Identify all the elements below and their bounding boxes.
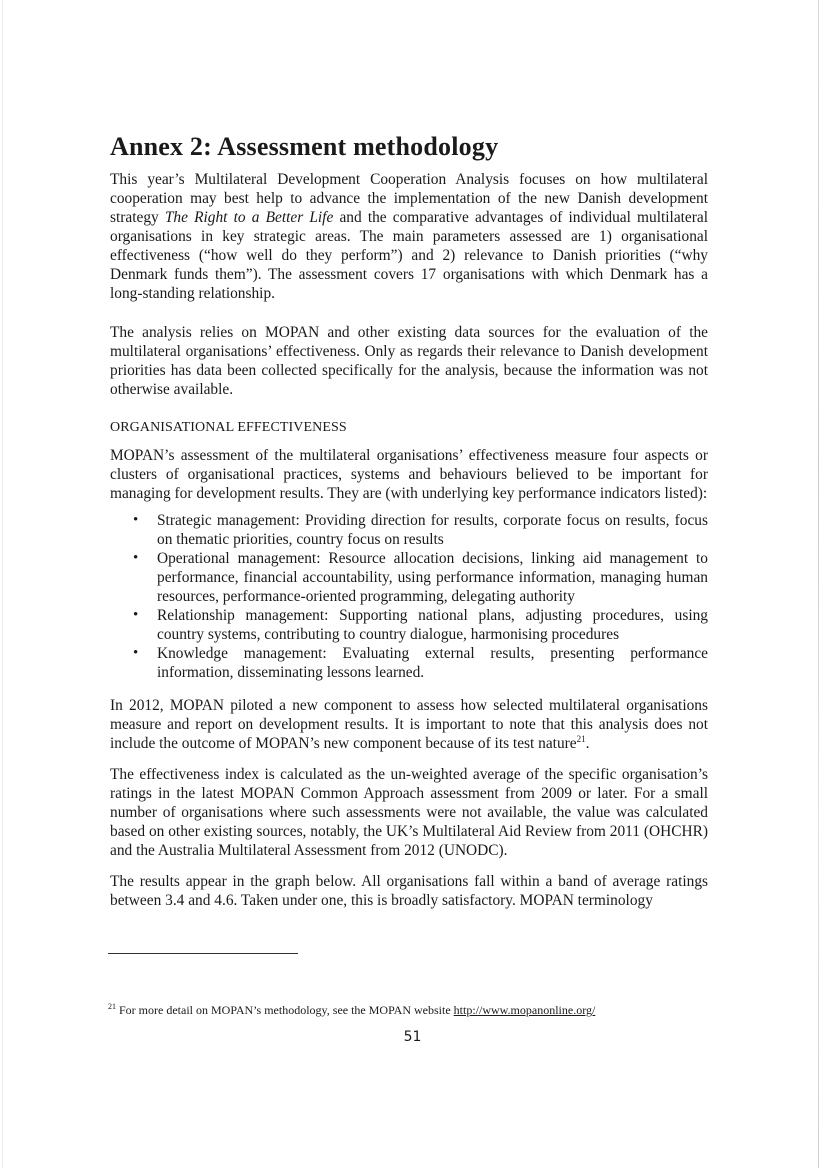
strategy-title: The Right to a Better Life	[164, 209, 334, 226]
bullet-icon: •	[133, 607, 139, 623]
footnote-number: 21	[108, 1002, 116, 1011]
list-item	[133, 511, 708, 549]
mopan-assessment-paragraph: MOPAN’s assessment of the multilateral organisations’ effectiveness measure four aspects or clusters of organisational practices, systems and behaviours believed to be important for managing for development results. They are (with underlying key performance indicators listed):	[110, 447, 708, 502]
list-item	[133, 644, 708, 682]
footnote-reference[interactable]: 21	[576, 733, 586, 744]
page-title: Annex 2: Assessment methodology	[110, 132, 499, 161]
pilot-paragraph	[110, 696, 708, 753]
intro-text-end: and the comparative advantages of individual multilateral organisations in key strategic areas. The main parameters assessed are 1) organisational effectiveness (“how well do they perform”) and 2) relevance to Danish priorities (“why Denmark funds them”). The assessment covers 17 organisations with which Denmark has a long-standing relationship.	[110, 209, 708, 302]
list-item	[133, 549, 708, 606]
list-item-text: Knowledge management: Evaluating external results, presenting performance information, disseminating lessons learned.	[157, 645, 708, 681]
footnote-divider	[108, 953, 298, 954]
intro-text-start: This year’s Multilateral Development Cooperation Analysis focuses on how multilateral cooperation may best help to advance the implementation of the new Danish development strategy	[110, 171, 708, 226]
mopan-website-link[interactable]: http://www.mopanonline.org/	[453, 1003, 596, 1017]
results-paragraph: The results appear in the graph below. All organisations fall within a band of average ratings between 3.4 and 4.6. Taken under one, this is broadly satisfactory. MOPAN terminology	[110, 873, 708, 909]
footnote	[108, 1000, 708, 1017]
footnote-text: For more detail on MOPAN’s methodology, see the MOPAN website	[116, 1003, 454, 1017]
list-item-text: Relationship management: Supporting national plans, adjusting procedures, using country systems, contributing to country dialogue, harmonising procedures	[157, 607, 708, 643]
scan-edge-right	[818, 0, 819, 1168]
analysis-paragraph: The analysis relies on MOPAN and other existing data sources for the evaluation of the multilateral organisations’ effectiveness. Only as regards their relevance to Danish development priorities has data been collected specifically for the analysis, because the information was not otherwise available.	[110, 324, 708, 398]
scan-edge-left	[2, 0, 3, 1168]
page-number: 51	[403, 1029, 422, 1045]
main-content	[110, 130, 708, 910]
list-item-text: Operational management: Resource allocation decisions, linking aid management to performance, financial accountability, using performance information, managing human resources, performance-oriented programming, delegating authority	[157, 550, 708, 605]
bullet-icon: •	[133, 645, 139, 661]
list-item-text: Strategic management: Providing direction for results, corporate focus on results, focus on thematic priorities, country focus on results	[157, 512, 708, 548]
kpi-list	[110, 511, 708, 682]
section-heading: ORGANISATIONAL EFFECTIVENESS	[110, 420, 347, 435]
bullet-icon: •	[133, 550, 139, 566]
pilot-text: In 2012, MOPAN piloted a new component to assess how selected multilateral organisations measure and report on development results. It is important to note that this analysis does not include the outcome of MOPAN’s new component because of its test nature	[110, 697, 708, 752]
pilot-text-end: .	[585, 735, 590, 752]
index-paragraph: The effectiveness index is calculated as the un-weighted average of the specific organisation’s ratings in the latest MOPAN Common Approach assessment from 2009 or later. For a small number of organisations where such assessments were not available, the value was calculated based on other existing sources, notably, the UK’s Multilateral Aid Review from 2011 (OHCHR) and the Australia Multilateral Assessment from 2012 (UNODC).	[110, 766, 708, 859]
intro-paragraph	[110, 170, 708, 303]
bullet-icon: •	[133, 512, 139, 528]
list-item	[133, 606, 708, 644]
